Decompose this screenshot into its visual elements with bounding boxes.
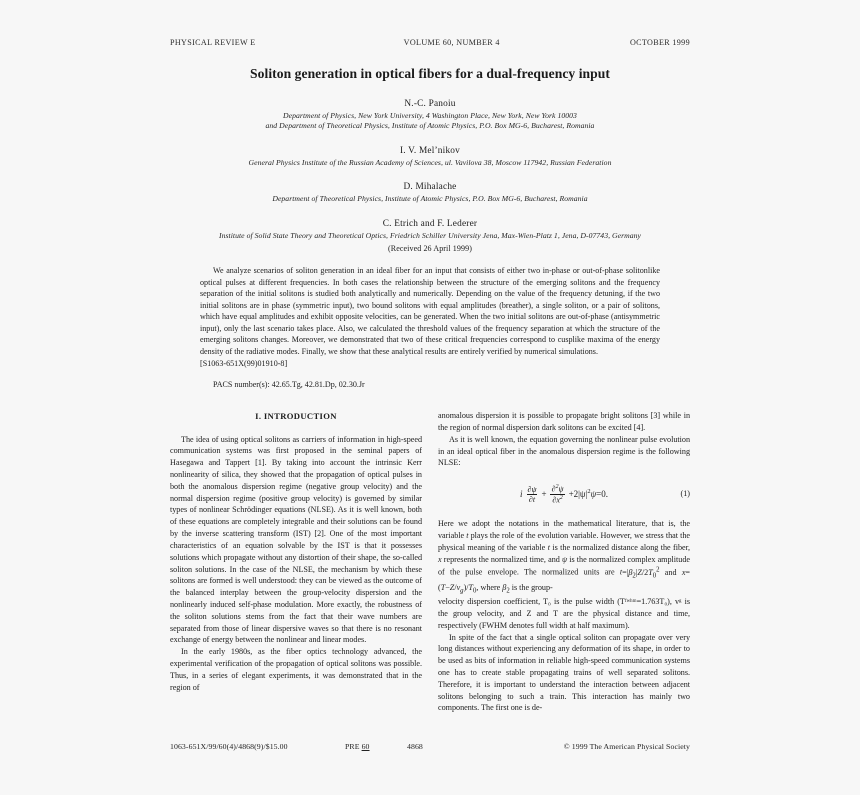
author-names: I. V. Mel’nikov bbox=[400, 145, 460, 156]
issn-line: 1063-651X/99/60(4)/4868(9)/$15.00 bbox=[170, 742, 288, 751]
running-head bbox=[170, 38, 690, 47]
issue-date: OCTOBER 1999 bbox=[629, 38, 690, 47]
equation-body bbox=[520, 484, 608, 505]
eq-numerator bbox=[550, 484, 566, 494]
paper-title: Soliton generation in optical fibers for a dual-frequency input bbox=[250, 66, 610, 81]
pacs-numbers: PACS number(s): 42.65.Tg, 42.81.Dp, 02.30.Jr bbox=[213, 380, 365, 390]
paragraph: As it is well known, the equation governing the nonlinear pulse evolution in an ideal optical fiber in the anomalous dispersion regime is the following NLSE: bbox=[438, 434, 690, 468]
journal-volume-ref bbox=[345, 742, 407, 751]
author-block bbox=[170, 219, 690, 253]
right-column bbox=[438, 410, 690, 714]
paragraph-part: plays the role of the evolution variable. However, we stress that the physical meaning of the variable bbox=[438, 531, 690, 552]
page-footer bbox=[170, 742, 690, 751]
left-column bbox=[170, 410, 422, 714]
eq-denominator: ∂t bbox=[528, 494, 536, 504]
affiliation: Department of Theoretical Physics, Institute of Atomic Physics, P.O. Box MG-6, Bucharest, Romania bbox=[272, 194, 588, 204]
paragraph bbox=[438, 518, 690, 596]
section-heading: I. INTRODUCTION bbox=[255, 411, 337, 422]
paragraph: In the early 1980s, as the fiber optics technology advanced, the experimental verification of the propagation of optical solitons was possible. Thus, in a series of elegant experiments, it was demonstrated that in the region of bbox=[170, 647, 422, 692]
eq-nonlinear-term: +2|ψ| bbox=[568, 489, 588, 500]
eq-plus: + bbox=[541, 488, 547, 499]
affiliation: General Physics Institute of the Russian Academy of Sciences, ul. Vavilova 38, Moscow 117942, Russian Federation bbox=[248, 157, 612, 167]
eq-exponent: 2 bbox=[559, 494, 563, 501]
author-names: N.-C. Panoiu bbox=[404, 99, 456, 109]
paragraph: In spite of the fact that a single optical soliton can propagate over very long distances without experiencing any deformation of its shape, in order to be used as bits of information in reliable high-speed communication systems one has to create stable propagating trains of well separated solitons. Therefore, it is important to understand the interaction between adjacent solitons belonging to such a train. This interaction has mainly two components. The first one is de- bbox=[438, 632, 690, 713]
inline-math: t bbox=[619, 568, 623, 578]
copyright-notice: © 1999 The American Physical Society bbox=[563, 742, 690, 751]
paragraph: anomalous dispersion it is possible to propagate bright solitons [3] while in the region of normal dispersion dark solitons can be excited [4]. bbox=[438, 411, 690, 432]
author-block bbox=[170, 146, 690, 168]
affiliation: Institute of Solid State Theory and Theoretical Optics, Friedrich Schiller University Jena, Max-Wien-Platz 1, Jena, D-07743, Germany bbox=[219, 230, 641, 240]
eq-equals-zero: =0. bbox=[596, 489, 608, 500]
volume-issue: VOLUME 60, NUMBER 4 bbox=[403, 38, 500, 47]
inline-math: ψ bbox=[562, 554, 568, 564]
author-names: C. Etrich and F. Lederer bbox=[382, 218, 478, 229]
paragraph-part: is the normalized complex amplitude of the pulse envelope. The normalized units are bbox=[438, 554, 690, 578]
eq-exponent: 2 bbox=[587, 488, 591, 496]
equation-1 bbox=[438, 481, 690, 507]
volume-number: 60 bbox=[361, 742, 370, 751]
inline-math: t bbox=[547, 542, 550, 552]
eq-psi: ψ bbox=[558, 484, 564, 494]
abstract-body: We analyze scenarios of soliton generation in an ideal fiber for an input that consists of either two in-phase or out-of-phase solitonlike optical pulses at different frequencies. In both cases the relationship between the structure of the emerging solitons and the frequency separation of the initial solitons is studied both analytically and numerically. Depending on the value of the frequency detuning, if the two initial solitons are in phase (symmetric input), two bound solitons with equal amplitudes (breather), a single soliton, or a pair of solitons, which have equal amplitudes and exhibit opposite velocities, can be generated. When the two initial solitons are out-of-phase (antisymmetric input), only the last scenario takes place. Also, we calculated the threshold values of the frequency separation at which the structure of the emerging solitons changes. Moreover, we demonstrated that two of these critical frequencies correspond to cusplike maxima of the energy density of the radiative modes. Finally, we show that these analytical results are entirely verified by numerical simulations. bbox=[200, 265, 660, 356]
eq-denominator bbox=[550, 494, 564, 505]
page-number: 4868 bbox=[407, 742, 423, 751]
journal-name: PHYSICAL REVIEW E bbox=[170, 38, 256, 47]
author-block bbox=[170, 99, 690, 132]
received-date: (Received 26 April 1999) bbox=[388, 243, 472, 253]
eq-partial-x: ∂x bbox=[552, 495, 560, 505]
eq-fraction-1 bbox=[526, 485, 539, 504]
affiliation: Department of Physics, New York University, 4 Washington Place, New York, New York 10003 bbox=[283, 111, 577, 120]
paragraph-part: Here we adopt the notations in the mathematical literature, that is, the variable bbox=[438, 519, 690, 541]
eq-numerator: ∂ψ bbox=[527, 484, 537, 494]
paragraph: velocity dispersion coefficient, T₀ is the pulse width (Tᶠʷʰᵐ=1.763T₀), vᵍ is the group velocity, and Z and T are the physical distance and time, respectively (FWHM denotes full width at half maximum). bbox=[438, 597, 690, 630]
abstract-identifier: [S1063-651X(99)01910-8] bbox=[200, 358, 288, 368]
author-block bbox=[170, 182, 690, 204]
eq-fraction-2 bbox=[550, 484, 566, 505]
paragraph-part: is the normalized distance along the fiber, bbox=[549, 542, 690, 552]
inline-math: t bbox=[466, 531, 469, 541]
affiliation: and Department of Theoretical Physics, Institute of Atomic Physics, P.O. Box MG-6, Bucharest, Romania bbox=[265, 121, 595, 131]
abstract bbox=[200, 265, 660, 369]
eq-exponent: 2 bbox=[555, 483, 559, 490]
eq-tail bbox=[569, 487, 608, 501]
inline-formula: $=|\beta_2|Z/2T_0^2$ and $x=(T-Z/v_g)/T_0$, where $\beta_2$ is the group- bbox=[438, 566, 690, 595]
equation-number: (1) bbox=[680, 489, 690, 499]
eq-psi: ψ bbox=[590, 489, 597, 500]
inline-math: x bbox=[438, 554, 442, 564]
body-columns bbox=[170, 410, 690, 714]
paragraph: The idea of using optical solitons as carriers of information in high-speed communication systems was first proposed in the seminal papers of Hasegawa and Tappert [1]. By taking into account the intrinsic Kerr nonlinearity of silica, they showed that the propagation of optical pulses in both the anomalous dispersion regime (negative group velocity) and the normal dispersion regime (positive group velocity) is governed by similar types of nonlinear Schrödinger equations (NLSE). As it is well known, both of these equations are completely integrable and their solutions can be found by the inverse scattering transform (IST) [2]. One of the most important characteristics of an equation solvable by the IST is that it possesses solutions which propagate without any distortion of their shape, the so-called soliton solutions. In the case of the NLSE, the mechanism by which these solitons are formed is well understood: they can be viewed as the outcome of the balanced interplay between the group-velocity dispersion and the nonlinearly induced self-phase modulation. More exactly, the robustness of the soliton solutions stems from the fact that their wave numbers are separated from those of linear dispersive waves so that there is no resonant exchange of energy between the nonlinear and linear modes. bbox=[170, 434, 422, 645]
eq-i: i bbox=[520, 488, 523, 499]
journal-abbrev: PRE bbox=[345, 742, 360, 751]
eq-partial: ∂ bbox=[551, 484, 556, 494]
paragraph-part: represents the normalized time, and bbox=[441, 554, 562, 564]
author-names: D. Mihalache bbox=[403, 182, 457, 193]
